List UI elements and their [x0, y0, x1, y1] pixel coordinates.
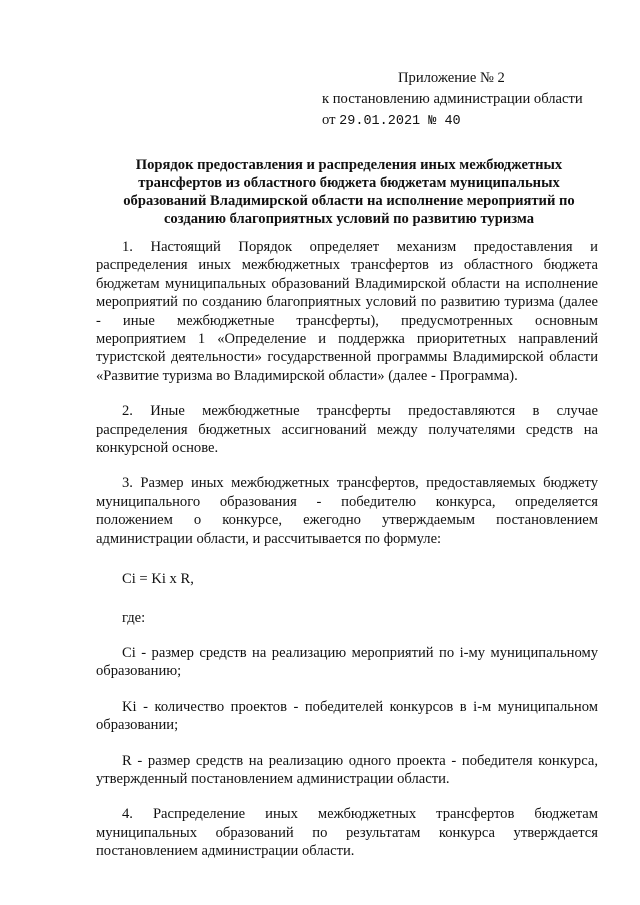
date-prefix: от: [322, 112, 340, 128]
paragraph-1: 1. Настоящий Порядок определяет механизм предоставления и распределения иных межбюджетных трансфертов из областного бюджета бюджетам муниципальных образований Владимирской области на исполнение мероприятий по созданию благоприятных условий по развитию туризма (далее - иные межбюджетные трансферты), предусмотренных основным мероприятием 1 «Определение и поддержка приоритетных направлений туристской деятельности» государственной программы Владимирской области «Развитие туризма во Владимирской области» (далее - Программа).: [96, 239, 598, 384]
appendix-header: [322, 68, 583, 132]
document-body: [96, 238, 598, 861]
paragraph-3: 3. Размер иных межбюджетных трансфертов, предоставляемых бюджету муниципального образования - победителю конкурса, определяется положением о конкурсе, ежегодно утверждаемым постановлением администрации области, и рассчитывается по формуле:: [96, 475, 598, 547]
formula-where: где:: [122, 609, 146, 626]
resolution-date: 29.01.2021 № 40: [339, 114, 461, 129]
paragraph-2: 2. Иные межбюджетные трансферты предоставляются в случае распределения бюджетных ассигнований между получателями средств на конкурсной основе.: [96, 403, 598, 457]
appendix-number: Приложение № 2: [398, 70, 505, 86]
formula: Ci = Ki x R,: [122, 571, 194, 588]
appendix-reference: к постановлению администрации области: [322, 91, 583, 107]
definition-r: R - размер средств на реализацию одного проекта - победителя конкурса, утвержденный постановлением администрации области.: [96, 752, 598, 787]
definition-ki: Ki - количество проектов - победителей конкурсов в i-м муниципальном образовании;: [96, 698, 598, 734]
document-title: Порядок предоставления и распределения иных межбюджетных трансфертов из областного бюджета бюджетам муниципальных образований Владимирской области на исполнение мероприятий по созданию благоприятных условий по развитию туризма: [123, 157, 575, 227]
definition-ci: Ci - размер средств на реализацию мероприятий по i-му муниципальному образованию;: [96, 644, 598, 680]
resolution-date-line: [322, 110, 583, 132]
paragraph-4: 4. Распределение иных межбюджетных трансфертов бюджетам муниципальных образований по результатам конкурса утверждается постановлением администрации области.: [96, 806, 598, 860]
